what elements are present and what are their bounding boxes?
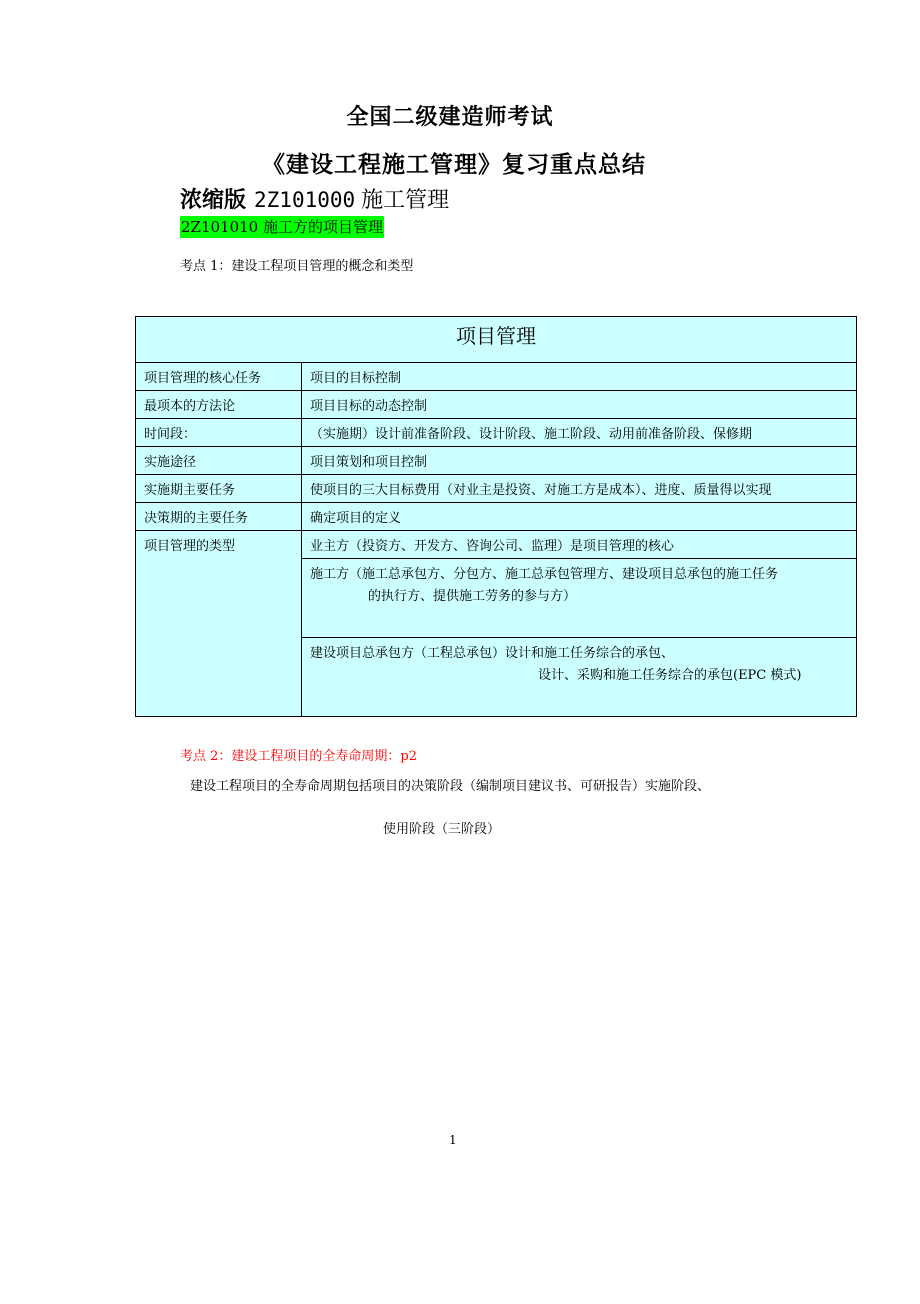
kaodian-2: 考点 2：建设工程项目的全寿命周期：p2	[180, 749, 417, 764]
table-row-label: 实施期主要任务	[136, 475, 302, 503]
type-contractor	[302, 559, 857, 638]
table-row	[136, 475, 857, 503]
table-row	[136, 447, 857, 475]
table-row-label: 时间段：	[136, 419, 302, 447]
kaodian-1: 考点 1：建设工程项目管理的概念和类型	[180, 259, 414, 274]
lifecycle-paragraph-line2: 使用阶段（三阶段）	[383, 822, 501, 837]
table-row-value: 项目目标的动态控制	[302, 391, 857, 419]
table-row-label: 项目管理的核心任务	[136, 363, 302, 391]
table-row	[136, 391, 857, 419]
chapter-subtitle	[180, 183, 449, 214]
table-row-types	[136, 531, 857, 559]
table-row	[136, 503, 857, 531]
page-number: 1	[449, 1133, 457, 1147]
subtitle-code: 2Z101000	[254, 188, 356, 212]
document-title-line2: 《建设工程施工管理》复习重点总结	[262, 151, 646, 178]
table-header-row	[136, 317, 857, 363]
table-row-value: 确定项目的定义	[302, 503, 857, 531]
type-owner: 业主方（投资方、开发方、咨询公司、监理）是项目管理的核心	[302, 531, 857, 559]
subtitle-name: 施工管理	[361, 188, 450, 213]
table-row-label: 项目管理的类型	[136, 531, 302, 717]
type-contractor-line1: 施工方（施工总承包方、分包方、施工总承包管理方、建设项目总承包的施工任务	[310, 567, 779, 582]
table-row	[136, 363, 857, 391]
type-general-line1: 建设项目总承包方（工程总承包）设计和施工任务综合的承包、	[310, 646, 675, 661]
table-header: 项目管理	[136, 317, 857, 363]
table-row-label: 实施途径	[136, 447, 302, 475]
type-general-contractor	[302, 638, 857, 717]
lifecycle-paragraph-line1: 建设工程项目的全寿命周期包括项目的决策阶段（编制项目建议书、可研报告）实施阶段、	[190, 779, 711, 794]
table-row-value: 项目的目标控制	[302, 363, 857, 391]
subtitle-edition: 浓缩版	[180, 187, 247, 213]
project-management-table	[135, 316, 857, 717]
type-contractor-line2: 的执行方、提供施工劳务的参与方）	[368, 589, 577, 604]
table-row-label: 决策期的主要任务	[136, 503, 302, 531]
section-heading: 2Z101010 施工方的项目管理	[181, 218, 383, 236]
document-title-line1: 全国二级建造师考试	[346, 104, 554, 130]
table-row	[136, 419, 857, 447]
table-row-label: 最项本的方法论	[136, 391, 302, 419]
type-general-line2: 设计、采购和施工任务综合的承包(EPC 模式)	[538, 668, 802, 683]
table-row-value: 项目策划和项目控制	[302, 447, 857, 475]
table-row-value: 使项目的三大目标费用（对业主是投资、对施工方是成本）、进度、质量得以实现	[302, 475, 857, 503]
table-row-value: （实施期）设计前准备阶段、设计阶段、施工阶段、动用前准备阶段、保修期	[302, 419, 857, 447]
